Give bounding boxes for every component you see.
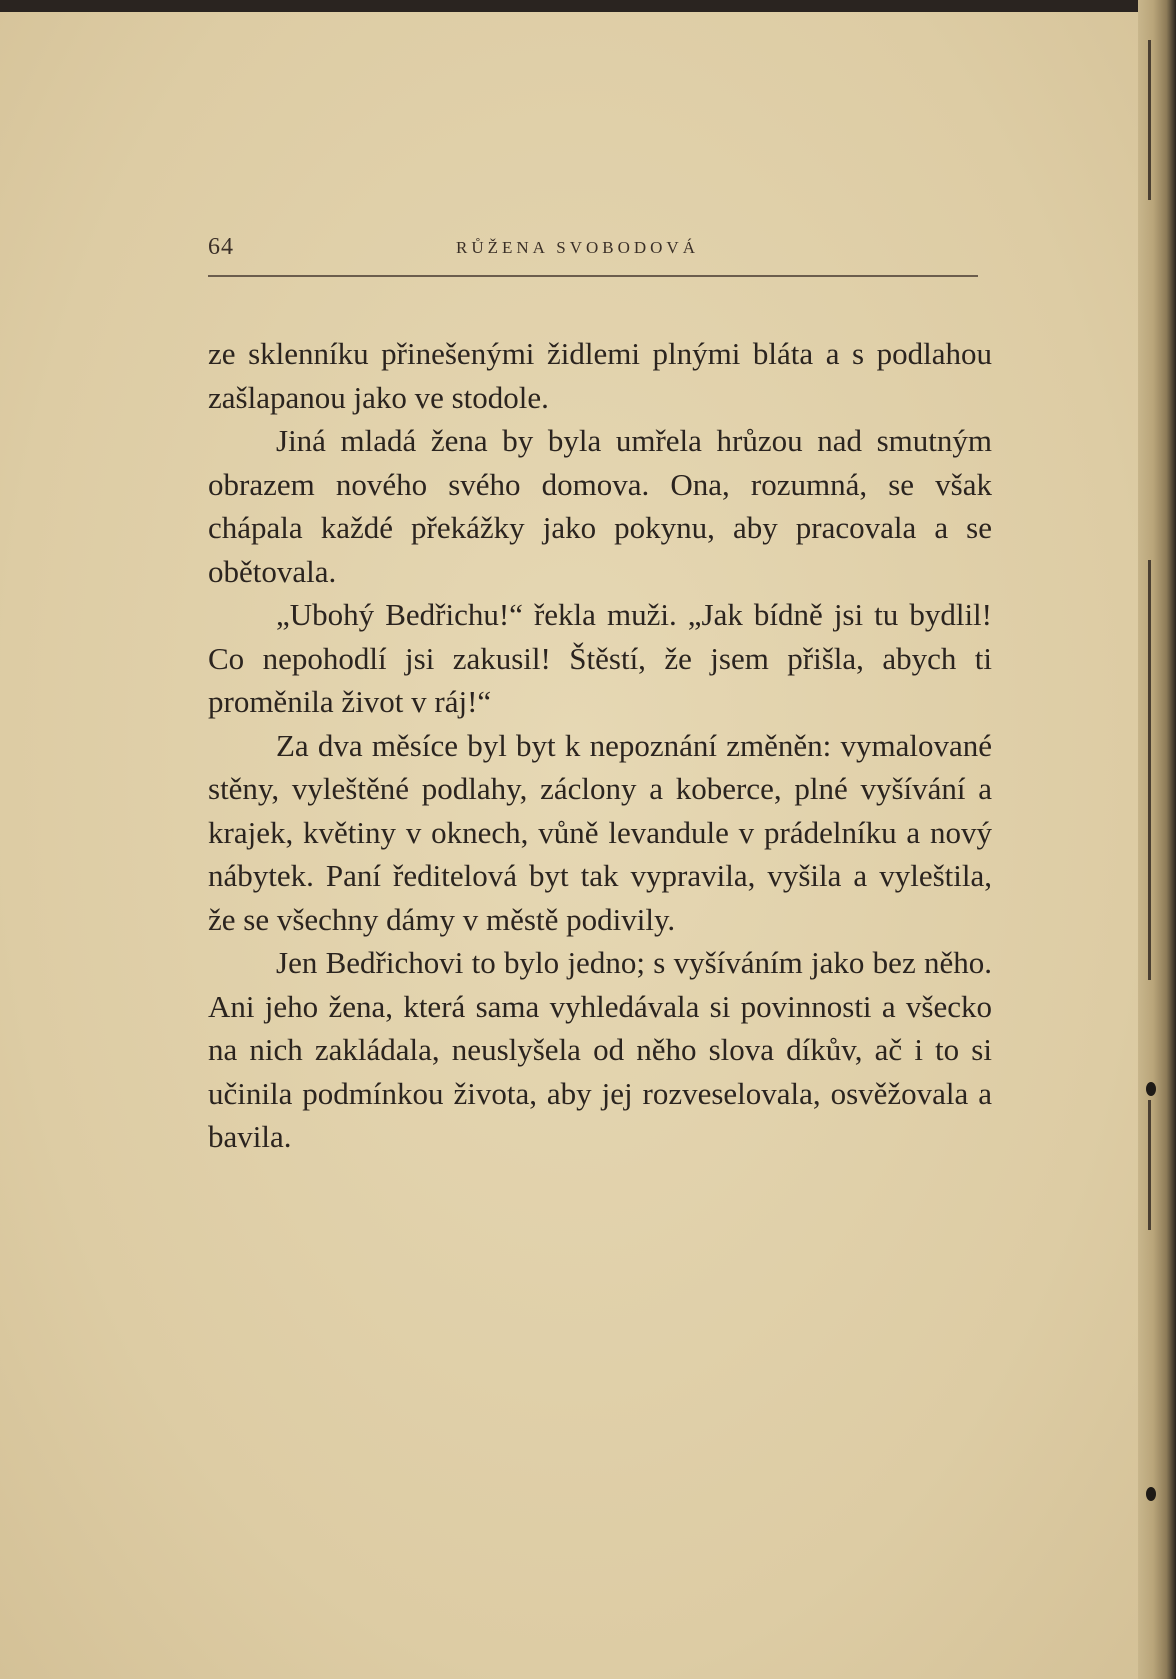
page-edge (1138, 0, 1176, 1679)
body-text (208, 332, 992, 1159)
edge-dot (1146, 1487, 1156, 1501)
paragraph: Jen Bedřichovi to bylo jedno; s vyšíváním jako bez něho. Ani jeho žena, která sama vyhledávala si povinnosti a všecko na nich zakládala, neuslyšela od něho slova díkův, ač i to si učinila podmínkou života, aby jej rozveselovala, osvěžovala a bavila. (208, 945, 992, 1154)
paragraph: „Ubohý Bedřichu!“ řekla muži. „Jak bídně jsi tu bydlil! Co nepohodlí jsi zakusil! Štěstí, že jsem přišla, abych ti proměnila život v ráj!“ (208, 597, 992, 719)
running-head (208, 234, 978, 264)
page-number: 64 (208, 234, 234, 260)
edge-mark (1148, 40, 1151, 200)
edge-dot (1146, 1082, 1156, 1096)
paragraph: Jiná mladá žena by byla umřela hrůzou nad smutným obrazem nového svého domova. Ona, rozumná, se však chápala každé překážky jako pokynu, aby pracovala a se obětovala. (208, 423, 992, 589)
paragraph: ze sklenníku přinešenými židlemi plnými bláta a s podlahou zašlapanou jako ve stodole. (208, 336, 992, 415)
scan-top-border (0, 0, 1176, 12)
header-rule (208, 275, 978, 277)
edge-mark (1148, 1100, 1151, 1230)
paragraph: Za dva měsíce byl byt k nepoznání změněn: vymalované stěny, vyleštěné podlahy, záclony a koberce, plné vyšívání a krajek, květiny v oknech, vůně levandule v prádelníku a nový nábytek. Paní ředitelová byt tak vypravila, vyšila a vyleštila, že se všechny dámy v městě podivily. (208, 727, 992, 937)
running-title: RŮŽENA SVOBODOVÁ (456, 238, 699, 257)
edge-mark (1148, 560, 1151, 980)
